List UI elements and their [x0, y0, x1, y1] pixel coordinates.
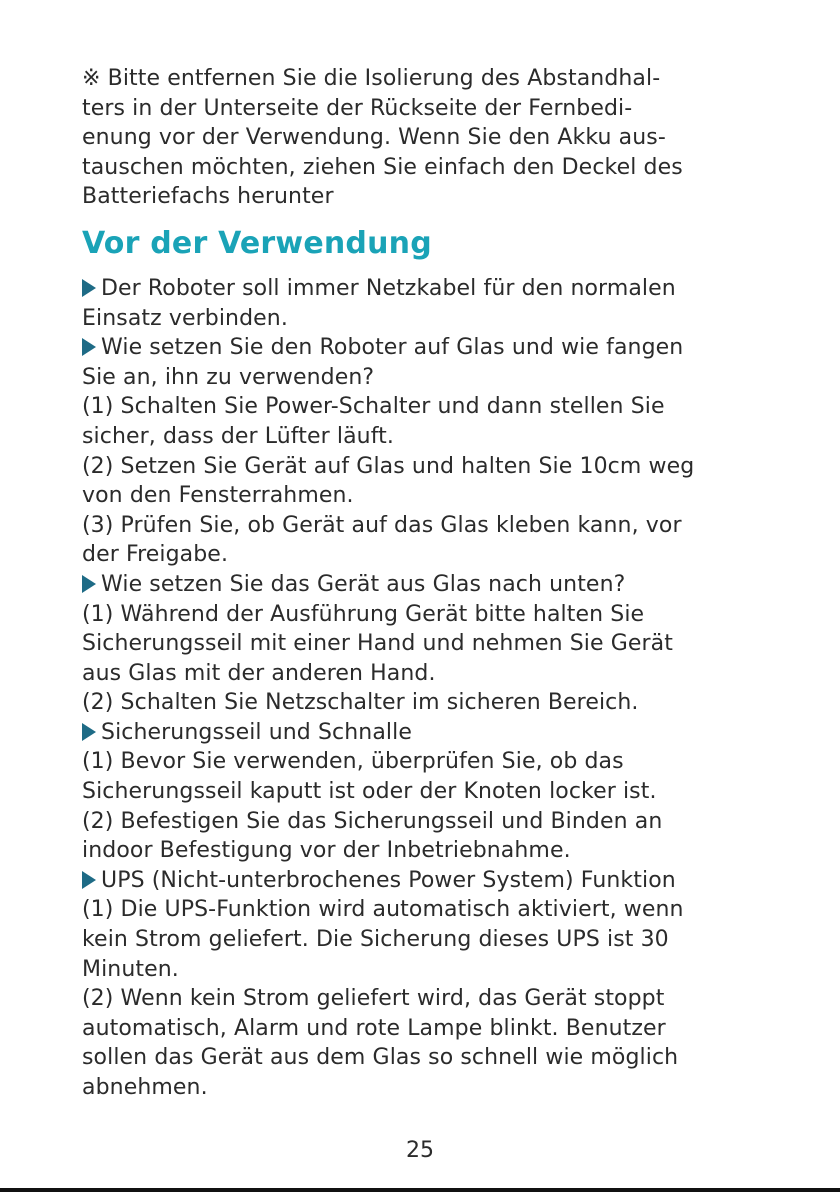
note-line: tauschen möchten, ziehen Sie einfach den Deckel des: [82, 154, 683, 180]
body-line: sollen das Gerät aus dem Glas so schnell wie möglich: [82, 1045, 679, 1071]
manual-page-content: [82, 64, 762, 1103]
body-line: (1) Während der Ausführung Gerät bitte halten Sie: [82, 601, 645, 627]
bullet-line: [82, 570, 762, 600]
note-line: enung vor der Verwendung. Wenn Sie den Akku aus-: [82, 125, 666, 151]
body-line: Einsatz verbinden.: [82, 305, 288, 331]
body-line: sicher, dass der Lüfter läuft.: [82, 423, 394, 449]
bullet-line: [82, 274, 762, 304]
body-line: (2) Wenn kein Strom geliefert wird, das Gerät stoppt: [82, 986, 665, 1012]
bullet-text: UPS (Nicht-unterbrochenes Power System) Funktion: [101, 867, 676, 893]
bullet-line: [82, 333, 762, 363]
body-line: der Freigabe.: [82, 542, 229, 568]
bullet-text: Sicherungsseil und Schnalle: [101, 719, 412, 745]
battery-note: [82, 64, 762, 212]
note-line: Batteriefachs herunter: [82, 184, 334, 210]
triangle-bullet-icon: [82, 338, 96, 356]
body-line: abnehmen.: [82, 1075, 208, 1100]
body-line: (2) Befestigen Sie das Sicherungsseil und Binden an: [82, 808, 663, 834]
body-line: von den Fensterrahmen.: [82, 483, 354, 509]
bullet-text: Wie setzen Sie den Roboter auf Glas und wie fangen: [101, 335, 684, 361]
body-line: Sicherungsseil mit einer Hand und nehmen Sie Gerät: [82, 631, 673, 657]
triangle-bullet-icon: [82, 279, 96, 297]
body-line: indoor Befestigung vor der Inbetriebnahme.: [82, 838, 571, 864]
body-line: (2) Setzen Sie Gerät auf Glas und halten Sie 10cm weg: [82, 453, 695, 479]
bullet-line: [82, 866, 762, 896]
note-line: ters in der Unterseite der Rückseite der Fernbedi-: [82, 95, 633, 121]
bullet-text: Der Roboter soll immer Netzkabel für den normalen: [101, 275, 676, 301]
body-line: Sicherungsseil kaputt ist oder der Knoten locker ist.: [82, 779, 657, 805]
triangle-bullet-icon: [82, 871, 96, 889]
note-line: ※ Bitte entfernen Sie die Isolierung des Abstandhal-: [82, 66, 661, 91]
bullet-line: [82, 718, 762, 748]
section-body: [82, 274, 762, 1103]
body-line: aus Glas mit der anderen Hand.: [82, 660, 436, 686]
page-number: 25: [406, 1138, 434, 1163]
triangle-bullet-icon: [82, 723, 96, 741]
bullet-text: Wie setzen Sie das Gerät aus Glas nach unten?: [101, 571, 626, 597]
body-line: (1) Schalten Sie Power-Schalter und dann stellen Sie: [82, 394, 665, 420]
body-line: (1) Die UPS-Funktion wird automatisch aktiviert, wenn: [82, 897, 684, 923]
body-line: Minuten.: [82, 956, 179, 982]
body-line: (2) Schalten Sie Netzschalter im sicheren Bereich.: [82, 690, 639, 716]
body-line: (1) Bevor Sie verwenden, überprüfen Sie, ob das: [82, 749, 624, 775]
body-line: automatisch, Alarm und rote Lampe blinkt. Benutzer: [82, 1015, 666, 1041]
body-line: Sie an, ihn zu verwenden?: [82, 364, 375, 390]
body-line: (3) Prüfen Sie, ob Gerät auf das Glas kleben kann, vor: [82, 512, 682, 538]
body-line: kein Strom geliefert. Die Sicherung dieses UPS ist 30: [82, 927, 669, 953]
section-heading: Vor der Verwendung: [82, 225, 432, 261]
bottom-divider: [0, 1188, 840, 1192]
triangle-bullet-icon: [82, 575, 96, 593]
